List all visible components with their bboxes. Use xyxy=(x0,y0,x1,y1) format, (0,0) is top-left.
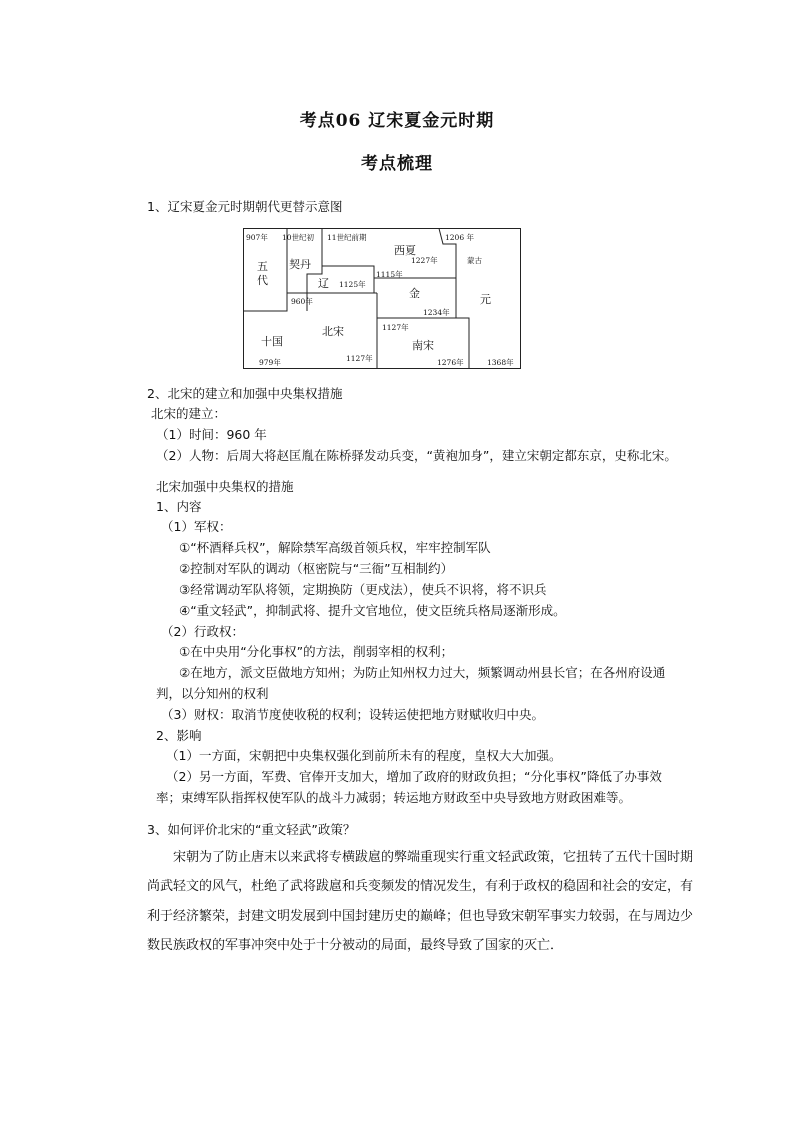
label-1206: 1206 年 xyxy=(445,233,474,242)
section3-para-line2: 尚武轻文的风气，杜绝了武将跋扈和兵变频发的情况发生，有利于政权的稳固和社会的安定，有 xyxy=(147,879,694,894)
label-1368: 1368年 xyxy=(487,358,514,367)
label-960: 960年 xyxy=(291,297,313,306)
label-wudai-2: 代 xyxy=(257,274,268,287)
dynasty-diagram xyxy=(243,228,521,369)
label-beisong: 北宋 xyxy=(322,325,344,338)
label-10c: 10世纪初 xyxy=(282,233,315,242)
section3-para-line3: 利于经济繁荣，封建文明发展到中国封建历史的巅峰；但也导致宋朝军事实力较弱，在与周边少 xyxy=(147,909,694,924)
admin-item-2-line1: ②在地方，派文臣做地方知州；为防止知州权力过大，频繁调动州县长官；在各州府设通 xyxy=(179,665,666,680)
label-wudai-1: 五 xyxy=(257,260,268,273)
label-jin: 金 xyxy=(409,287,420,300)
label-yuan: 元 xyxy=(480,293,491,306)
military-title: （1）军权： xyxy=(161,519,232,534)
section2-heading: 2、北宋的建立和加强中央集权措施 xyxy=(147,386,343,401)
label-11c: 11世纪前期 xyxy=(327,233,367,242)
label-1127-a: 1127年 xyxy=(346,354,373,363)
label-mongol: 蒙古 xyxy=(467,256,482,265)
label-1227: 1227年 xyxy=(411,256,438,265)
label-907: 907年 xyxy=(246,233,268,242)
label-1234: 1234年 xyxy=(423,308,450,317)
military-item-3: ③经常调动军队将领，定期换防（更戍法），使兵不识将，将不识兵 xyxy=(179,582,547,597)
label-shiguo: 十国 xyxy=(261,335,283,348)
content-title: 1、内容 xyxy=(156,499,202,514)
section1-heading: 1、辽宋夏金元时期朝代更替示意图 xyxy=(147,199,343,214)
label-xixia: 西夏 xyxy=(394,244,416,257)
military-item-4: ④“重文轻武”，抑制武将、提升文官地位，使文臣统兵格局逐渐形成。 xyxy=(179,603,566,618)
establish-time: （1）时间：960 年 xyxy=(156,427,267,442)
measures-title: 北宋加强中央集权的措施 xyxy=(156,479,294,494)
admin-item-2-line2: 判，以分知州的权利 xyxy=(156,686,269,701)
label-979: 979年 xyxy=(259,358,281,367)
label-nansong: 南宋 xyxy=(412,339,434,352)
finance-item: （3）财权：取消节度使收税的权利；设转运使把地方财赋收归中央。 xyxy=(161,707,544,722)
section3-para-line1: 宋朝为了防止唐末以来武将专横跋扈的弊端重现实行重文轻武政策，它扭转了五代十国时期 xyxy=(173,850,694,865)
establish-title: 北宋的建立： xyxy=(151,406,227,421)
impact-item-1: （1）一方面，宋朝把中央集权强化到前所未有的程度，皇权大大加强。 xyxy=(166,748,562,763)
label-qidan: 契丹 xyxy=(289,258,311,271)
label-1115: 1115年 xyxy=(376,270,403,279)
label-liao: 辽 xyxy=(318,277,329,290)
military-item-2: ②控制对军队的调动（枢密院与“三衙”互相制约） xyxy=(179,561,454,576)
impact-item-2-line1: （2）另一方面，军费、官俸开支加大，增加了政府的财政负担；“分化事权”降低了办事效 xyxy=(166,769,662,784)
page-subtitle: 考点梳理 xyxy=(361,154,433,174)
label-1276: 1276年 xyxy=(437,358,464,367)
admin-title: （2）行政权： xyxy=(161,624,244,639)
label-1125: 1125年 xyxy=(339,280,366,289)
section3-heading: 3、如何评价北宋的“重文轻武”政策？ xyxy=(147,822,356,837)
label-1127-b: 1127年 xyxy=(382,323,409,332)
page-title: 考点06 辽宋夏金元时期 xyxy=(299,111,495,131)
establish-person: （2）人物：后周大将赵匡胤在陈桥驿发动兵变，“黄袍加身”，建立宋朝定都东京，史称北宋。 xyxy=(156,448,677,463)
admin-item-1: ①在中央用“分化事权”的方法，削弱宰相的权利； xyxy=(179,644,454,659)
section3-para-line4: 数民族政权的军事冲突中处于十分被动的局面，最终导致了国家的灭亡． xyxy=(147,938,564,953)
impact-item-2-line2: 率；束缚军队指挥权使军队的战斗力减弱；转运地方财政至中央导致地方财政困难等。 xyxy=(156,790,632,805)
military-item-1: ①“杯酒释兵权”，解除禁军高级首领兵权，牢牢控制军队 xyxy=(179,540,491,555)
impact-title: 2、影响 xyxy=(156,728,202,743)
